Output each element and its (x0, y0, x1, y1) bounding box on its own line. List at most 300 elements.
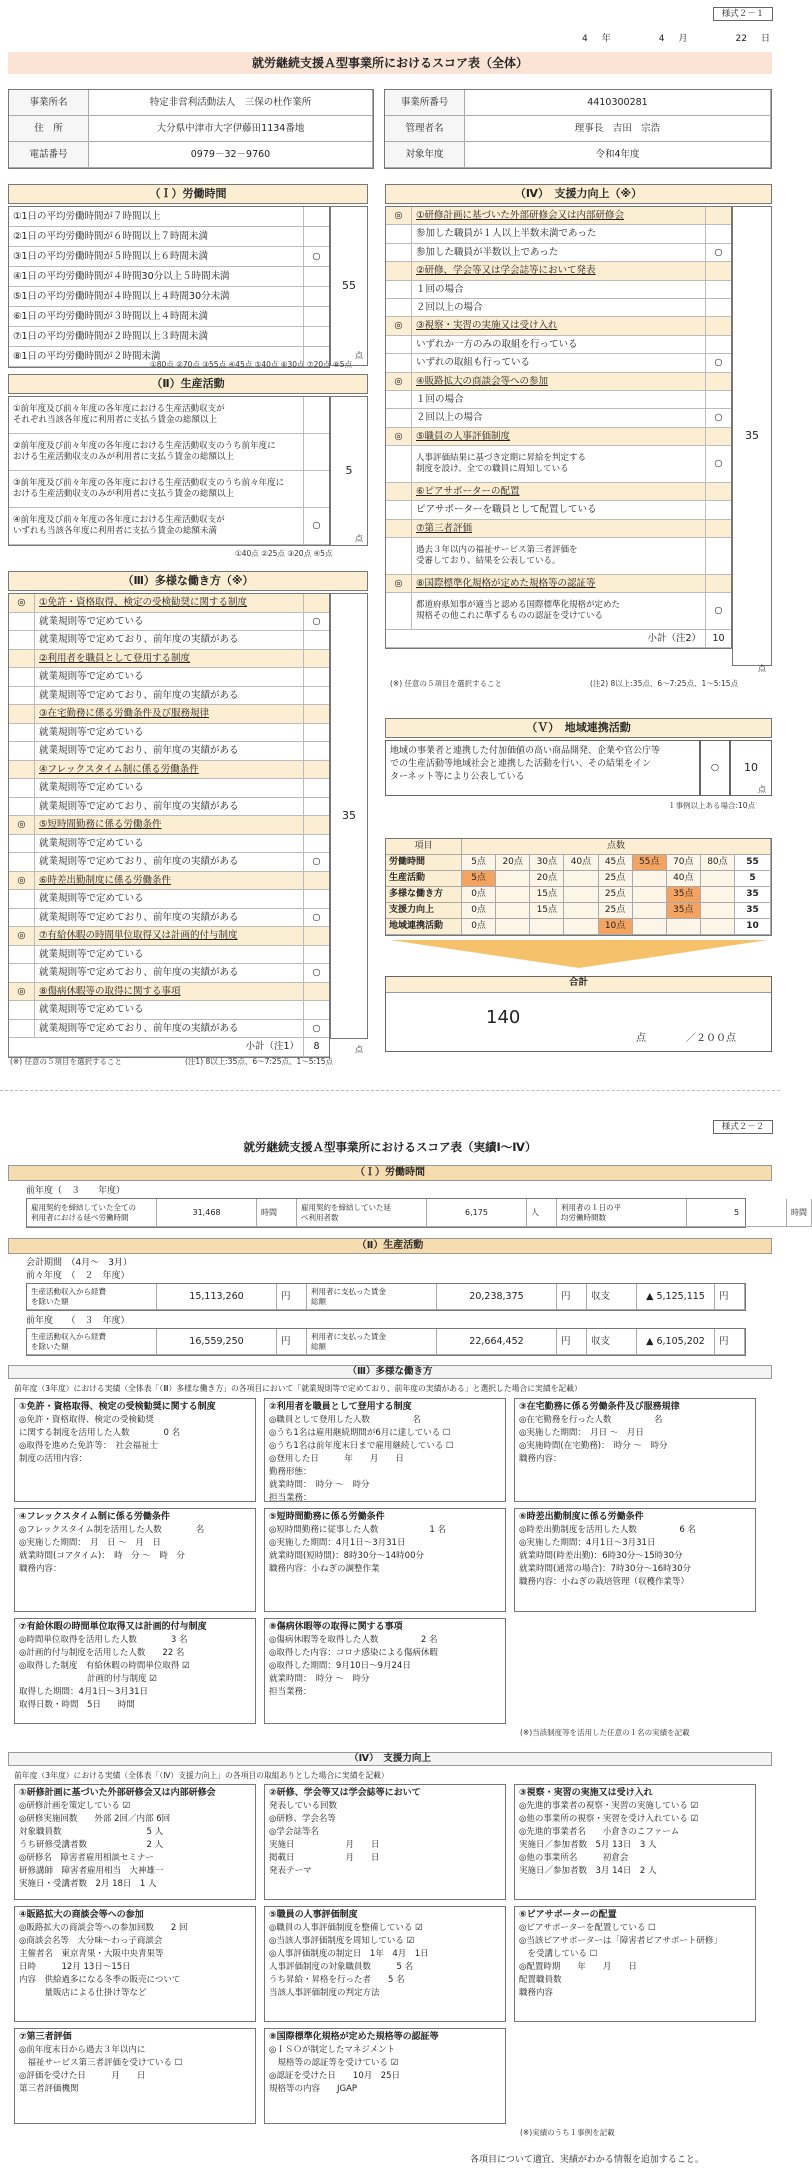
option-row (386, 299, 731, 317)
record-line: ◎認証を受けた日 10月 25日 (269, 2071, 401, 2081)
production-text: ①前年度及び前々年度の各年度における生産活動収支が それぞれ当該各年度に利用者に支払う賃金の総額以上 (13, 404, 225, 425)
record-line: ◎販路拡大の商談会等への参加回数 2 回 (19, 1923, 188, 1933)
option-indent (9, 909, 35, 927)
record-line: ◎取得した期間：9月10日〜9月24日 (269, 1661, 411, 1671)
record-line: ◎ＩＳＯが制定したマネジメント (269, 2045, 396, 2055)
p2-s3-intro: 前年度（3年度）における実績（全体表「（Ⅲ）多様な働き方」の各項目において「就業規則等で定めており、前年度の実績がある」と選択した場合に実績を記載） (14, 1384, 582, 1393)
facility-info-right: 事業所番号 4410300281 管理者名 理事長 吉田 宗浩 対象年度 令和4年度 (384, 89, 772, 169)
p2-s1-grid: 雇用契約を締結していた全ての 利用者における延べ労働時間 31,468 時間 雇用契約を締結していた延 べ利用者数 6,175 人 利用者の１日の平 均労働時間数 5 時間 (26, 1198, 746, 1228)
record-line: ◎うち1名は前年度末日まで雇用継続している ☐ (269, 1441, 454, 1451)
option-mark: ○ (303, 613, 329, 631)
option-row (9, 724, 329, 743)
option-mark (705, 501, 731, 518)
option-row (386, 538, 731, 575)
category-blank (303, 594, 329, 612)
section1-legend: ①80点 ②70点 ③55点 ④45点 ⑤40点 ⑥30点 ⑦20点 ⑧5点 (150, 360, 353, 369)
option-mark (705, 538, 731, 574)
record-block (14, 1906, 256, 2022)
category-name: ⑥時差出勤制度に係る労働条件 (39, 874, 172, 886)
category-row (386, 520, 731, 538)
p2-s1-year: 前年度（ ３ 年度） (26, 1186, 126, 1196)
labor-hour-row (9, 227, 329, 247)
option-row (9, 946, 329, 965)
option-row (9, 742, 329, 761)
option-indent (386, 244, 412, 261)
category-row (9, 650, 329, 669)
labor-hour-text: ③1日の平均労働時間が５時間以上６時間未満 (13, 250, 209, 262)
option-indent (9, 724, 35, 742)
record-line: 主催者名 東京青果・大阪中央青果等 (19, 1949, 164, 1959)
section1-points: 55 (330, 206, 368, 366)
record-line: 就業時間： 時分 〜 時分 (269, 1674, 370, 1684)
production-mark (303, 471, 329, 507)
option-text: 参加した職員が１人以上半数未満であった (416, 228, 597, 240)
category-blank (705, 317, 731, 334)
score-cell (564, 903, 598, 919)
score-cell: 35点 (667, 887, 701, 903)
score-cell: 80点 (701, 855, 735, 871)
section3-title: （Ⅲ）多様な働き方（※） (8, 571, 368, 591)
labor-hour-text: ⑦1日の平均労働時間が２時間以上３時間未満 (13, 330, 209, 342)
section5-note: １事例以上ある場合:10点 (668, 801, 756, 810)
score-cell (564, 919, 598, 935)
section3-note-right: (注1) 8以上:35点、6～7:25点、1～5:15点 (185, 1057, 334, 1066)
record-line: 量販店による仕掛け等など (19, 1988, 147, 1998)
labor-hour-text: ②1日の平均労働時間が６時間以上７時間未満 (13, 230, 209, 242)
category-name: ③在宅勤務に係る労働条件及び服務規律 (39, 708, 210, 720)
subtotal-value: 8 (303, 1038, 329, 1056)
record-line: うち昇給・昇格を行った者 5 名 (269, 1975, 405, 1985)
record-line: ◎時差出勤制度を活用した人数 6 名 (519, 1525, 697, 1535)
option-text: 就業規則等で定めている (39, 948, 144, 960)
score-cell: 35点 (667, 903, 701, 919)
record-line: 実施日 月 日 (269, 1840, 380, 1850)
option-text: 就業規則等で定めている (39, 671, 144, 683)
category-name: ⑦有給休暇の時間単位取得又は計画的付与制度 (39, 930, 238, 942)
record-line: ◎学会誌等名 (269, 1827, 319, 1837)
category-blank (705, 262, 731, 279)
option-indent (9, 613, 35, 631)
option-row (9, 668, 329, 687)
section4-points: 35 (732, 206, 772, 666)
category-row (9, 983, 329, 1002)
category-name: ①免許・資格取得、検定の受検勧奨に関する制度 (39, 597, 248, 609)
record-line: 担当業務： (269, 1687, 312, 1697)
record-block-heading: ⑥ピアサポーターの配置 (519, 1910, 617, 1920)
option-row (386, 446, 731, 483)
record-line: 職務内容：小ねぎの栽培管理（収穫作業等） (519, 1577, 690, 1587)
score-value: 10 (735, 919, 771, 935)
score-cell (701, 887, 735, 903)
score-value: 5 (735, 871, 771, 887)
option-indent (9, 853, 35, 871)
record-line: 福祉サービス第三者評価を受けている ☐ (19, 2058, 183, 2068)
score-row-name: 多様な働き方 (386, 887, 462, 903)
option-text: 就業規則等で定めており、前年度の実績がある (39, 856, 239, 868)
p2-section2-title: （Ⅱ）生産活動 (8, 1238, 772, 1254)
category-select-mark (9, 761, 35, 779)
category-blank (705, 575, 731, 592)
record-line: ◎先進的事業者の視察・実習の実施している ☑ (519, 1801, 699, 1811)
total-box (385, 976, 772, 1052)
facility-info-left: 事業所名 特定非営利活動法人 三保の杜作業所 住 所 大分県中津市大字伊藤田1134番地 電話番号 0979－32－9760 (8, 89, 374, 169)
record-block-heading: ②利用者を職員として登用する制度 (269, 1402, 412, 1412)
score-table (385, 838, 772, 936)
record-block-heading: ①研修計画に基づいた外部研修会又は内部研修会 (19, 1788, 216, 1798)
category-name: ⑧傷病休暇等の取得に関する事項 (39, 985, 181, 997)
section3-note-left: (※) 任意の５項目を選択すること (10, 1057, 123, 1066)
category-name: ⑧国際標準化規格が定めた規格等の認証等 (416, 577, 596, 589)
category-blank (705, 373, 731, 390)
category-blank (303, 650, 329, 668)
option-mark (705, 281, 731, 298)
record-block (264, 1784, 506, 1900)
production-row (9, 471, 329, 508)
record-line: 取得した期間：4月1日〜3月31日 (19, 1687, 149, 1697)
score-cell (633, 903, 667, 919)
production-mark (303, 397, 329, 433)
option-row (9, 631, 329, 650)
record-block-heading: ④フレックスタイム制に係る労働条件 (19, 1512, 170, 1522)
record-block (264, 1508, 506, 1612)
section4-unit: 点 (758, 664, 766, 673)
subtotal-row (9, 1038, 329, 1057)
score-cell (496, 919, 530, 935)
option-row (386, 409, 731, 427)
option-mark (303, 835, 329, 853)
option-mark (303, 668, 329, 686)
record-line: 日時 12月 13日〜15日 (19, 1962, 131, 1972)
record-block (14, 2028, 256, 2124)
option-text: 過去３年以内の福祉サービス第三者評価を 受審しており、結果を公表している。 (416, 544, 578, 566)
labor-hour-mark (303, 327, 329, 346)
record-block (264, 1906, 506, 2022)
category-select-mark: ◎ (9, 983, 35, 1001)
score-cell (633, 871, 667, 887)
production-mark: ○ (303, 508, 329, 544)
option-text: 就業規則等で定めており、前年度の実績がある (39, 800, 239, 812)
option-mark (303, 742, 329, 760)
category-blank (303, 872, 329, 890)
score-value: 35 (735, 903, 771, 919)
labor-hour-row (9, 307, 329, 327)
production-text: ②前年度及び前々年度の各年度における生産活動収支のうち前年度に おける生産活動収支のみが利用者に支払う賃金の総額以上 (13, 441, 276, 462)
record-block (514, 1784, 756, 1900)
option-indent (9, 1001, 35, 1019)
category-blank (303, 761, 329, 779)
option-mark (303, 631, 329, 649)
section2-points: 5 (330, 396, 368, 546)
category-select-mark: ◎ (386, 575, 412, 592)
labor-hour-mark (303, 307, 329, 326)
section5-text: 地域の事業者と連携した付加価値の高い商品開発、企業や官公庁等 での生産活動等地域社会と連携した活動を行い、その結果をイン ターネット等により公表している (385, 740, 700, 796)
subtotal-value: 10 (705, 630, 731, 647)
category-select-mark: ◎ (9, 594, 35, 612)
option-indent (9, 890, 35, 908)
category-select-mark: ◎ (9, 872, 35, 890)
record-line: 発表している回数 (269, 1801, 338, 1811)
category-row (9, 872, 329, 891)
p2-s2-row2: 生産活動収入から経費 を除いた額 16,559,250 円 利用者に支払った賃金 総額 22,664,452 円 収支 ▲ 6,105,202 円 (26, 1328, 746, 1356)
record-line: ◎研修名 障害者雇用相談セミナー (19, 1853, 154, 1863)
p2-s2-row1: 生産活動収入から経費 を除いた額 15,113,260 円 利用者に支払った賃金 総額 20,238,375 円 収支 ▲ 5,125,115 円 (26, 1283, 746, 1311)
option-row (9, 613, 329, 632)
record-line: ◎免許・資格取得、検定の受検勧奨 (19, 1415, 154, 1425)
p2-s2-period: 会計期間 （4月〜 3月） (26, 1258, 132, 1268)
record-line: ◎実施した期間： 月 日 〜 月 日 (19, 1538, 161, 1548)
category-row (9, 927, 329, 946)
section4-note-left: (※) 任意の５項目を選択すること (390, 679, 503, 688)
record-line: ◎ピアサポーターを配置している ☐ (519, 1923, 656, 1933)
option-text: １回の場合 (416, 393, 464, 405)
record-line: 規格等の認証等を受けている ☑ (269, 2058, 399, 2068)
option-text: 参加した職員が半数以上であった (416, 246, 559, 258)
option-row (386, 593, 731, 630)
subtotal-row (386, 630, 731, 648)
p2-s2-year2: 前年度 （ ３ 年度） (26, 1316, 130, 1326)
score-value: 55 (735, 855, 771, 871)
labor-hour-mark: ○ (303, 247, 329, 266)
record-line: ◎実施した期間：4月1日〜3月31日 (269, 1538, 406, 1548)
record-block-heading: ②研修、学会等又は学会誌等において (269, 1788, 421, 1798)
option-mark (303, 1001, 329, 1019)
option-mark (303, 779, 329, 797)
record-line: ◎職員の人事評価制度を整備している ☑ (269, 1923, 423, 1933)
option-row (386, 501, 731, 519)
category-select-mark (9, 705, 35, 723)
score-cell (701, 919, 735, 935)
option-text: 人事評価結果に基づき定期に昇給を判定する 制度を設け、全ての職員に周知している (416, 452, 587, 474)
labor-hour-text: ⑧1日の平均労働時間が２時間未満 (13, 350, 161, 362)
subtotal-label: 小計（注1） (245, 1041, 299, 1053)
production-mark (303, 434, 329, 470)
option-indent (9, 946, 35, 964)
category-select-mark: ◎ (386, 373, 412, 390)
option-text: １回の場合 (416, 283, 464, 295)
p2-s2-year1: 前々年度 （ ２ 年度） (26, 1271, 130, 1281)
option-indent (9, 835, 35, 853)
p2-section3-title: （Ⅲ）多様な働き方 (8, 1365, 772, 1379)
record-block (514, 1906, 756, 2022)
page-divider (0, 1090, 780, 1091)
score-cell: 55点 (633, 855, 667, 871)
score-cell: 30点 (530, 855, 564, 871)
option-row (9, 1001, 329, 1020)
category-name: ①研修計画に基づいた外部研修会又は内部研修会 (416, 210, 625, 221)
category-row (386, 262, 731, 280)
record-line: ◎実施した期間：4月1日〜3月31日 (519, 1538, 656, 1548)
total-value: 140 (486, 1007, 521, 1028)
score-cell: 40点 (564, 855, 598, 871)
labor-hour-text: ⑥1日の平均労働時間が３時間以上４時間未満 (13, 310, 209, 322)
record-block (14, 1618, 256, 1724)
record-block-heading: ⑦第三者評価 (19, 2032, 72, 2042)
score-cell (701, 903, 735, 919)
total-unit: 点 (636, 1033, 646, 1044)
option-text: いずれの取組も行っている (416, 357, 531, 369)
category-select-mark: ◎ (386, 317, 412, 334)
labor-hour-mark (303, 227, 329, 246)
record-line: 就業時間： 時分 〜 時分 (269, 1480, 370, 1490)
option-row (386, 391, 731, 409)
record-line: 取得日数・時間 5日 時間 (19, 1700, 135, 1710)
score-row-name: 支援力向上 (386, 903, 462, 919)
record-line: ◎在宅勤務を行った人数 名 (519, 1415, 663, 1425)
option-row (9, 964, 329, 983)
record-block (264, 2028, 506, 2124)
record-block (514, 1508, 756, 1612)
record-line: ◎当該人事評価制度を周知している ☑ (269, 1936, 415, 1946)
record-line: うち研修受講者数 2 人 (19, 1840, 164, 1850)
record-block (264, 1398, 506, 1502)
score-cell (633, 919, 667, 935)
option-row (386, 354, 731, 372)
form-number: 様式２－１ (713, 7, 773, 21)
record-line: 実施日／参加者数 5月 13日 3 人 (519, 1840, 657, 1850)
option-mark: ○ (705, 244, 731, 261)
category-name: ②研修、学会等又は学会誌等において発表 (416, 265, 596, 277)
score-cell: 5点 (462, 855, 496, 871)
record-line: ◎先進的事業者名 小倉きのこファーム (519, 1827, 680, 1837)
labor-hour-row (9, 267, 329, 287)
labor-hour-row (9, 247, 329, 267)
option-indent (9, 779, 35, 797)
option-text: ２回以上の場合 (416, 301, 483, 313)
option-mark (303, 946, 329, 964)
record-block (264, 1618, 506, 1724)
record-line: 就業時間(短時間)：8時30分〜14時00分 (269, 1551, 424, 1561)
option-mark (303, 687, 329, 705)
record-line: ◎取得した制度 有給休暇の時間単位取得 ☑ (19, 1661, 190, 1671)
score-cell: 20点 (496, 855, 530, 871)
option-indent (386, 336, 412, 353)
labor-hour-row (9, 287, 329, 307)
record-line: ◎短時間勤務に従事した人数 1 名 (269, 1525, 447, 1535)
score-cell (496, 887, 530, 903)
record-block-heading: ④販路拡大の商談会等への参加 (19, 1910, 144, 1920)
option-mark: ○ (303, 964, 329, 982)
option-row (9, 1020, 329, 1039)
category-blank (705, 483, 731, 500)
option-mark: ○ (705, 593, 731, 629)
section5-title: （Ｖ） 地域連携活動 (385, 718, 772, 738)
option-indent (386, 538, 412, 574)
option-mark (303, 890, 329, 908)
score-value: 35 (735, 887, 771, 903)
page2-footer: 各項目について適宜、実績がわかる情報を追加すること。 (470, 2155, 704, 2165)
record-block-heading: ①免許・資格取得、検定の受検勧奨に関する制度 (19, 1402, 216, 1412)
option-mark (705, 391, 731, 408)
subtotal-label: 小計（注2） (647, 633, 701, 645)
total-label: 合計 (386, 977, 771, 993)
production-row (9, 508, 329, 545)
score-cell (530, 919, 564, 935)
record-line: 担当業務： (269, 1493, 312, 1503)
section3-unit: 点 (355, 1045, 363, 1054)
score-cell: 5点 (462, 871, 496, 887)
option-text: 就業規則等で定めており、前年度の実績がある (39, 745, 239, 757)
section4-rows (385, 206, 732, 649)
score-row-name: 労働時間 (386, 855, 462, 871)
p2-s4-intro: 前年度（3年度）における実績（全体表「（Ⅳ）支援力向上」の各項目の取組ありとした場合に実績を記載） (14, 1771, 389, 1780)
option-text: 就業規則等で定めている (39, 615, 144, 627)
record-line: 職務内容：小ねぎの調整作業 (269, 1564, 380, 1574)
option-text: ２回以上の場合 (416, 412, 483, 424)
section1-rows (8, 206, 330, 368)
record-line: 就業時間(時差出勤)：6時30分〜15時30分 (519, 1551, 683, 1561)
score-header-points: 点数 (462, 839, 771, 855)
record-line: 内容 供給過多になる冬季の販売について (19, 1975, 181, 1985)
option-mark: ○ (303, 1020, 329, 1038)
p2-section1-title: （Ｉ）労働時間 (8, 1165, 772, 1181)
category-name: ④フレックスタイム制に係る労働条件 (39, 763, 199, 775)
record-line: 対象職員数 5 人 (19, 1827, 164, 1837)
option-mark: ○ (705, 446, 731, 482)
record-line: ◎商談会名等 大分味〜わっ子商談会 (19, 1936, 163, 1946)
option-indent (386, 299, 412, 316)
category-row (9, 594, 329, 613)
option-indent (9, 742, 35, 760)
category-select-mark: ◎ (9, 927, 35, 945)
record-line: ◎配置時期 年 月 日 (519, 1962, 637, 1972)
category-blank (303, 927, 329, 945)
record-block-heading: ③視察・実習の実施又は受け入れ (519, 1788, 653, 1798)
option-row (386, 225, 731, 243)
record-line: 人事評価制度の対象職員数 5 名 (269, 1962, 414, 1972)
record-block-heading: ③在宅勤務に係る労働条件及び服務規律 (519, 1402, 680, 1412)
score-cell: 20点 (530, 871, 564, 887)
labor-hour-text: ④1日の平均労働時間が４時間30分以上５時間未満 (13, 270, 230, 282)
section4-note-right: (注2) 8以上:35点、6～7:25点、1～5:15点 (590, 679, 739, 688)
category-blank (303, 705, 329, 723)
score-cell: 15点 (530, 903, 564, 919)
option-mark: ○ (705, 354, 731, 371)
record-line: ◎登用した日 年 月 日 (269, 1454, 404, 1464)
option-indent (9, 1020, 35, 1038)
score-cell: 70点 (667, 855, 701, 871)
score-cell (564, 871, 598, 887)
option-indent (386, 225, 412, 242)
option-indent (386, 391, 412, 408)
record-line: ◎職員として登用した人数 名 (269, 1415, 421, 1425)
option-row (9, 890, 329, 909)
record-line: 当該人事評価制度の判定方法 (269, 1988, 380, 1998)
record-block-heading: ⑥時差出勤制度に係る労働条件 (519, 1512, 644, 1522)
record-block (14, 1784, 256, 1900)
record-line: ◎他の事業所名 初倉会 (519, 1853, 629, 1863)
record-line: ◎取得した内容：コロナ感染による傷病休暇 (269, 1648, 438, 1658)
category-row (386, 317, 731, 335)
p2-s3-note: (※)当該制度等を活用した任意の１名の実績を記載 (520, 1728, 690, 1737)
production-text: ③前年度及び前々年度の各年度における生産活動収支のうち前々年度に おける生産活動収支のみが利用者に支払う賃金の総額以上 (13, 478, 285, 499)
record-line: 就業時間(通常の場合)：7時30分〜16時30分 (519, 1564, 691, 1574)
form-number-2: 様式２－２ (713, 1120, 773, 1134)
record-block-heading: ⑤短時間勤務に係る労働条件 (269, 1512, 385, 1522)
category-select-mark (386, 262, 412, 279)
score-row-name: 地域連携活動 (386, 919, 462, 935)
record-line: 職務内容： (19, 1564, 62, 1574)
category-name: ④販路拡大の商談会等への参加 (416, 375, 549, 387)
record-line: 計画的付与制度 ☑ (19, 1674, 157, 1684)
section5-points: 10 (730, 740, 772, 796)
category-name: ⑥ピアサポーターの配置 (416, 485, 520, 497)
option-row (9, 687, 329, 706)
record-line: 制度の活用内容： (19, 1454, 88, 1464)
category-row (386, 428, 731, 446)
score-cell: 40点 (667, 871, 701, 887)
category-row (9, 761, 329, 780)
record-line: ◎フレックスタイム制を活用した人数 名 (19, 1525, 205, 1535)
